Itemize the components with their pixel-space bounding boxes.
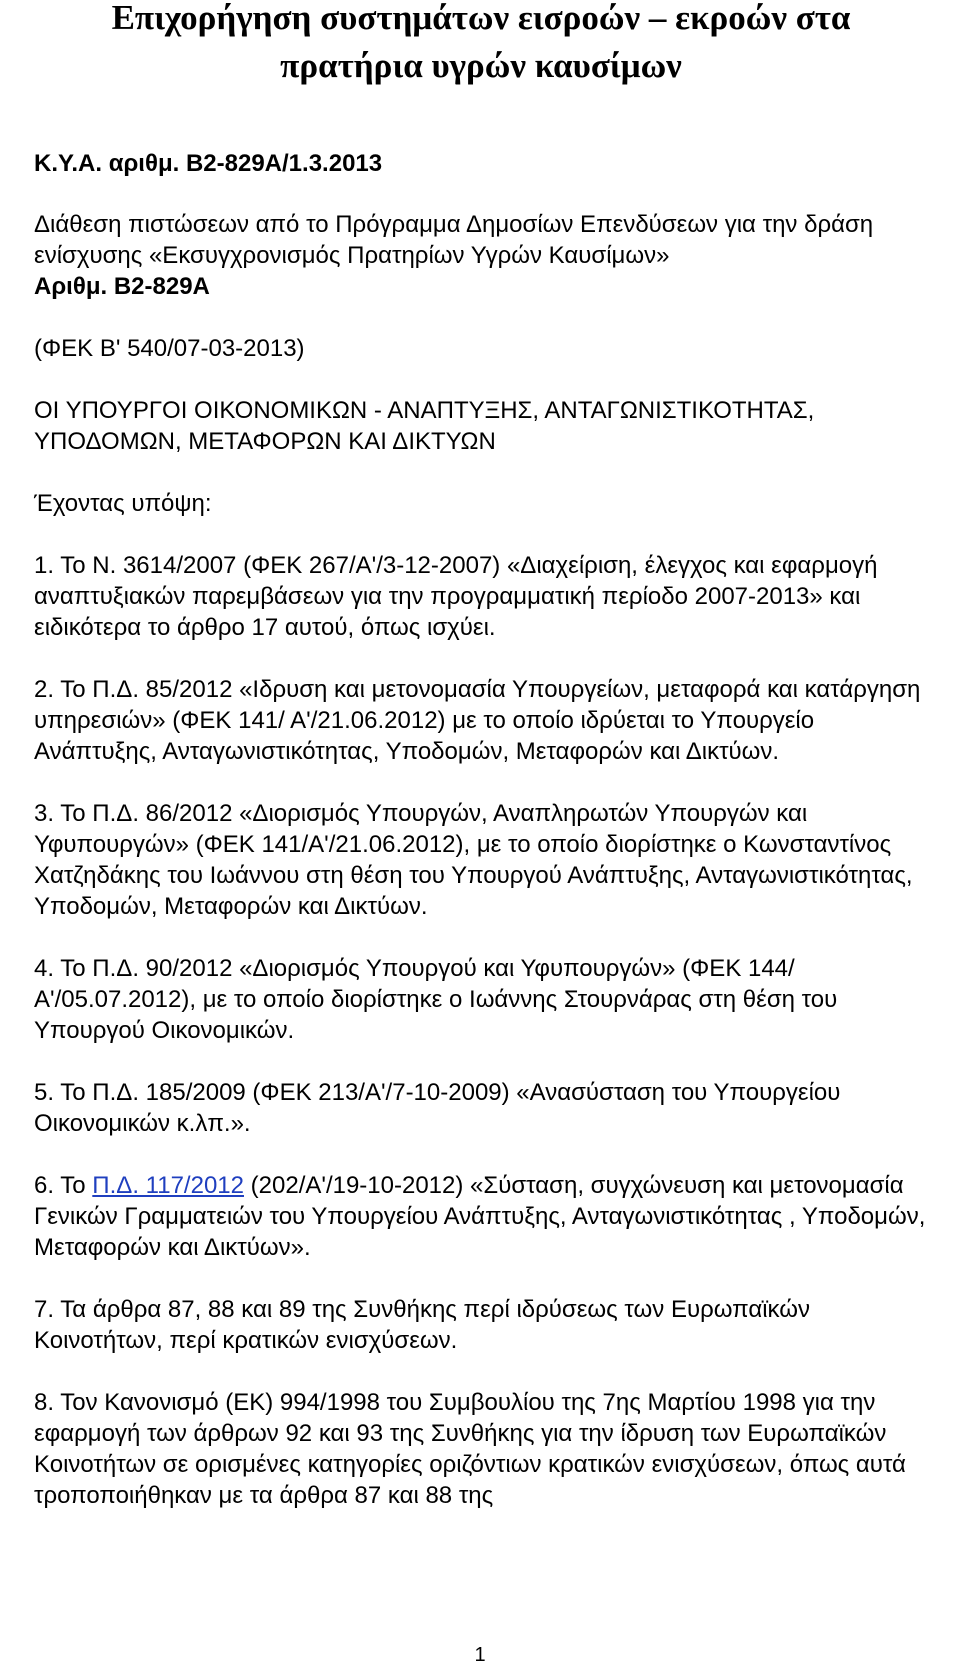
list-item: 4. Το Π.Δ. 90/2012 «Διορισμός Υπουργού και Υφυπουργών» (ΦΕΚ 144/Α'/05.07.2012), με το οποίο διορίστηκε ο Ιωάννης Στουρνάρας στη θέση του Υπουργού Οικονομικών. xyxy=(34,955,838,1044)
page-number: 1 xyxy=(474,1644,486,1666)
title-line-2: πρατήρια υγρών καυσίμων xyxy=(280,46,682,85)
list-item: 5. Το Π.Δ. 185/2009 (ΦΕΚ 213/Α'/7-10-2009) «Ανασύσταση του Υπουργείου Οικονομικών κ.λπ.». xyxy=(34,1079,841,1137)
subject-text: Διάθεση πιστώσεων από το Πρόγραμμα Δημοσίων Επενδύσεων για την δράση ενίσχυσης «Εκσυγχρονισμός Πρατηρίων Υγρών Καυσίμων» xyxy=(34,211,874,269)
item6-prefix: 6. Το xyxy=(34,1172,93,1199)
arithm-reference: Αριθμ. Β2-829Α xyxy=(34,273,210,300)
having-regard: Έχοντας υπόψη: xyxy=(34,490,212,517)
title-line-1: Επιχορήγηση συστημάτων εισροών – εκροών στα xyxy=(111,0,851,37)
list-item: 3. Το Π.Δ. 86/2012 «Διορισμός Υπουργών, Αναπληρωτών Υπουργών και Υφυπουργών» (ΦΕΚ 141/Α'/21.06.2012), με το οποίο διορίστηκε ο Κωνσταντίνος Χατζηδάκης του Ιωάννου στη θέση του Υπουργού Ανάπτυξης, Ανταγωνιστικότητας, Υποδομών, Μεταφορών και Δικτύων. xyxy=(34,800,913,920)
list-item: 7. Τα άρθρα 87, 88 και 89 της Συνθήκης περί ιδρύσεως των Ευρωπαϊκών Κοινοτήτων, περί κρατικών ενισχύσεων. xyxy=(34,1296,810,1354)
pd-117-2012-link[interactable]: Π.Δ. 117/2012 xyxy=(92,1172,244,1199)
list-item-6 xyxy=(34,1170,928,1263)
document-body xyxy=(34,148,928,1511)
fek-reference: (ΦΕΚ Β' 540/07-03-2013) xyxy=(34,335,305,362)
document-title xyxy=(34,0,928,90)
ministers-heading: ΟΙ ΥΠΟΥΡΓΟΙ ΟΙΚΟΝΟΜΙΚΩΝ - ΑΝΑΠΤΥΞΗΣ, ΑΝΤΑΓΩΝΙΣΤΙΚΟΤΗΤΑΣ, ΥΠΟΔΟΜΩΝ, ΜΕΤΑΦΟΡΩΝ ΚΑΙ ΔΙΚΤΥΩΝ xyxy=(34,397,815,455)
list-item: 2. Το Π.Δ. 85/2012 «Ιδρυση και μετονομασία Υπουργείων, μεταφορά και κατάργηση υπηρεσιών» (ΦΕΚ 141/ Α'/21.06.2012) με το οποίο ιδρύεται το Υπουργείο Ανάπτυξης, Ανταγωνιστικότητας, Υποδομών, Μεταφορών και Δικτύων. xyxy=(34,676,921,765)
item6-suffix: (202/Α'/19-10-2012) «Σύσταση, συγχώνευση και μετονομασία Γενικών Γραμματειών του Υπουργείου Ανάπτυξης, Ανταγωνιστικότητας , Υποδομών, Μεταφορών και Δικτύων». xyxy=(34,1172,926,1261)
list-item: 1. Το Ν. 3614/2007 (ΦΕΚ 267/Α'/3-12-2007) «Διαχείριση, έλεγχος και εφαρμογή αναπτυξιακών παρεμβάσεων για την προγραμματική περίοδο 2007-2013» και ειδικότερα το άρθρο 17 αυτού, όπως ισχύει. xyxy=(34,552,878,641)
kya-reference: Κ.Υ.Α. αριθμ. Β2-829Α/1.3.2013 xyxy=(34,150,383,177)
list-item: 8. Τον Κανονισμό (ΕΚ) 994/1998 του Συμβουλίου της 7ης Μαρτίου 1998 για την εφαρμογή των άρθρων 92 και 93 της Συνθήκης για την ίδρυση των Ευρωπαϊκών Κοινοτήτων σε ορισμένες κατηγορίες οριζόντιων κρατικών ενισχύσεων, όπως αυτά τροποποιήθηκαν με τα άρθρα 87 και 88 της xyxy=(34,1389,906,1509)
